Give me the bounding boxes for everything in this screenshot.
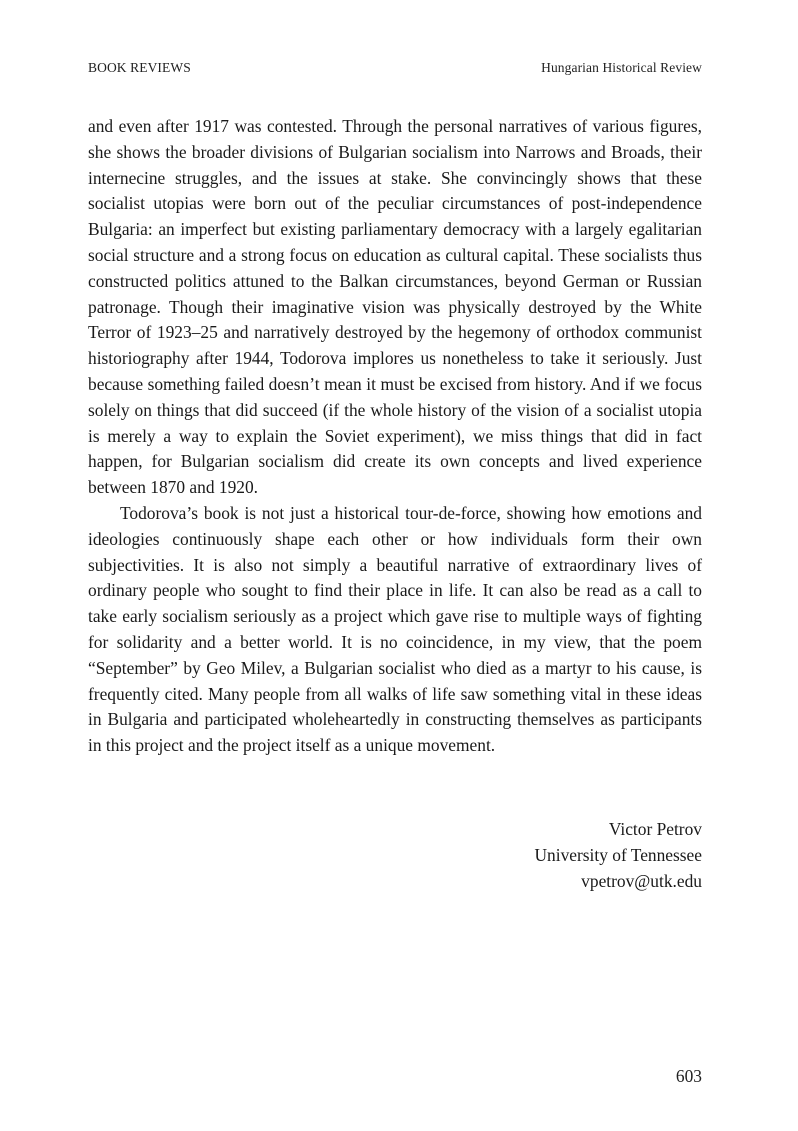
reviewer-email: vpetrov@utk.edu — [581, 870, 702, 891]
page-number: 603 — [675, 1066, 702, 1086]
reviewer-signature — [535, 817, 703, 894]
paragraph-continuation: and even after 1917 was contested. Through the personal narratives of various figures, she shows the broader divisions of Bulgarian socialism into Narrows and Broads, their internecine struggles, and the issues at stake. She convincingly shows that these socialist utopias were born out of the peculiar circumstances of post-independence Bulgaria: an imperfect but existing parliamentary democracy with a largely egalitarian social structure and a strong focus on education as cultural capital. These socialists thus constructed politics attuned to the Balkan circumstances, beyond German or Russian patronage. Though their imaginative vision was physically destroyed by the White Terror of 1923–25 and narratively destroyed by the hegemony of orthodox communist historiography after 1944, Todorova implores us nonetheless to take it seriously. Just because something failed doesn’t mean it must be excised from history. And if we focus solely on things that did succeed (if the whole history of the vision of a socialist utopia is merely a way to explain the Soviet experiment), we miss things that did in fact happen, for Bulgarian socialism did create its own concepts and lived experience between 1870 and 1920. — [88, 116, 702, 498]
review-body — [88, 114, 702, 759]
reviewer-affiliation: University of Tennessee — [534, 844, 702, 865]
paragraph-conclusion: Todorova’s book is not just a historical tour-de-force, showing how emotions and ideologies continuously shape each other or how individuals form their own subjectivities. It is also not simply a beautiful narrative of extraordinary lives of ordinary people who sought to find their place in life. It can also be read as a call to take early socialism seriously as a project which gave rise to multiple ways of fighting for solidarity and a better world. It is no coincidence, in my view, that the poem “September” by Geo Milev, a Bulgarian socialist who died as a martyr to his cause, is frequently cited. Many people from all walks of life saw something vital in these ideas in Bulgaria and participated wholeheartedly in constructing themselves as participants in this project and the project itself as a unique movement. — [88, 502, 702, 756]
journal-title: Hungarian Historical Review — [541, 60, 702, 75]
section-title: BOOK REVIEWS — [88, 60, 191, 75]
running-header — [88, 60, 702, 76]
reviewer-name: Victor Petrov — [608, 819, 702, 839]
